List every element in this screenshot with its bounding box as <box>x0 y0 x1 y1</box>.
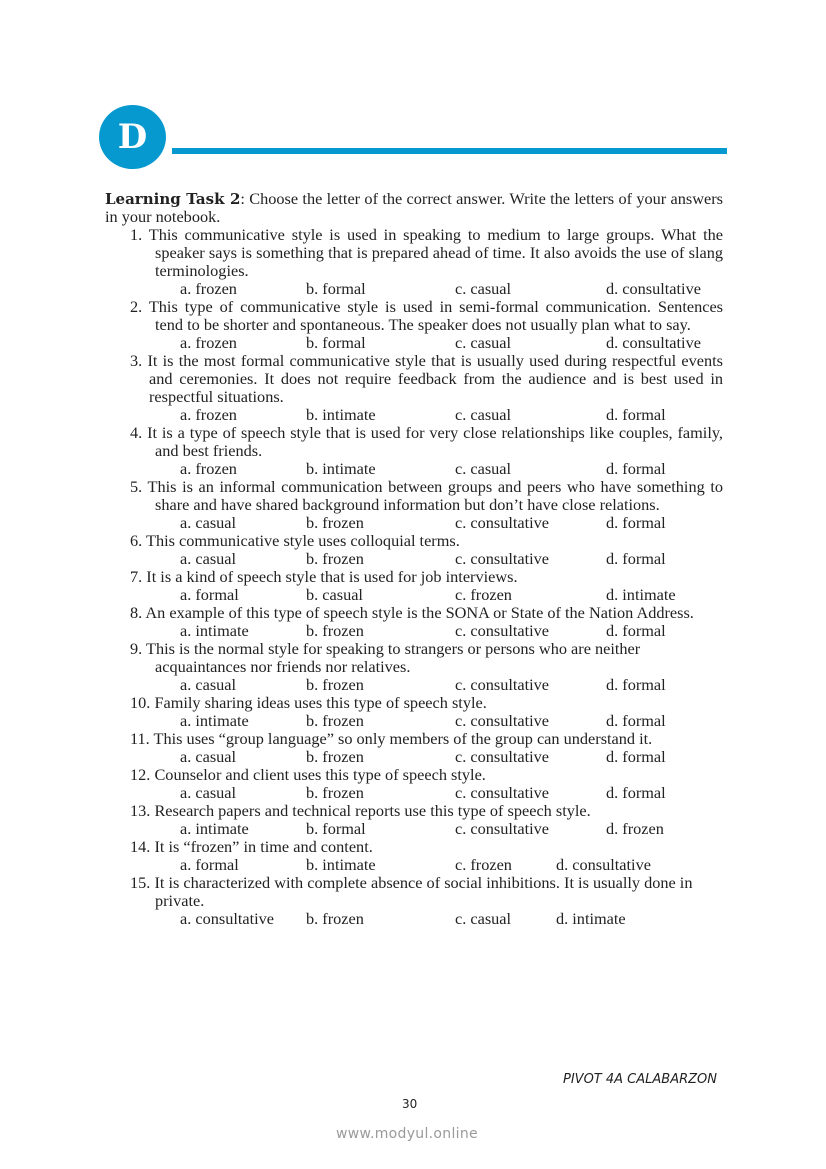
answer-option: c. consultative <box>455 747 550 766</box>
answer-options <box>105 460 723 478</box>
answer-option: c. consultative <box>455 513 550 532</box>
question-text: This communicative style is used in speaking to medium to large groups. What the speaker says is something that is prepared ahead of time. It also avoids the use of slang terminologies. <box>148 225 723 280</box>
question-number: 8. <box>130 603 143 622</box>
answer-option: d. intimate <box>556 909 626 928</box>
answer-option: b. frozen <box>306 513 364 532</box>
question-item <box>105 298 723 352</box>
question-stem <box>105 766 723 784</box>
answer-option: b. formal <box>306 333 366 352</box>
question-number: 13. <box>130 801 151 820</box>
section-divider <box>172 148 727 154</box>
answer-option: b. casual <box>306 585 363 604</box>
question-item <box>105 604 723 640</box>
answer-option: d. formal <box>606 783 666 802</box>
question-item <box>105 532 723 568</box>
answer-option: d. formal <box>606 405 666 424</box>
answer-option: c. consultative <box>455 711 550 730</box>
answer-option: a. frozen <box>180 279 237 298</box>
answer-option: c. consultative <box>455 549 550 568</box>
footer-source: PIVOT 4A CALABARZON <box>563 1072 717 1087</box>
answer-option: a. formal <box>180 585 239 604</box>
answer-option: c. casual <box>455 279 512 298</box>
question-item <box>105 424 723 478</box>
answer-options <box>105 820 723 838</box>
answer-options <box>105 748 723 766</box>
answer-option: d. consultative <box>606 279 701 298</box>
question-text: It is a kind of speech style that is used for job interviews. <box>146 567 518 586</box>
question-number: 7. <box>130 567 143 586</box>
question-text: This is the normal style for speaking to strangers or persons who are neither acquaintances nor friends nor relatives. <box>146 639 641 676</box>
question-text: Counselor and client uses this type of speech style. <box>154 765 486 784</box>
question-text: Family sharing ideas uses this type of speech style. <box>154 693 487 712</box>
question-item <box>105 838 723 874</box>
question-stem <box>105 478 723 514</box>
answer-option: a. casual <box>180 747 237 766</box>
question-number: 15. <box>130 873 151 892</box>
question-item <box>105 766 723 802</box>
answer-option: c. consultative <box>455 819 550 838</box>
watermark: www.modyul.online <box>336 1126 478 1142</box>
answer-option: d. formal <box>606 747 666 766</box>
answer-option: b. intimate <box>306 405 376 424</box>
section-letter: D <box>117 117 148 157</box>
question-text: It is characterized with complete absence of social inhibitions. It is usually done in private. <box>154 873 693 910</box>
answer-option: d. formal <box>606 459 666 478</box>
question-stem <box>105 424 723 460</box>
answer-option: b. formal <box>306 279 366 298</box>
answer-option: a. frozen <box>180 459 237 478</box>
question-number: 6. <box>130 531 143 550</box>
answer-option: d. formal <box>606 711 666 730</box>
answer-option: b. intimate <box>306 855 376 874</box>
question-item <box>105 568 723 604</box>
question-stem <box>105 532 723 550</box>
answer-option: c. consultative <box>455 621 550 640</box>
question-list <box>105 226 723 928</box>
question-stem <box>105 838 723 856</box>
question-text: It is the most formal communicative style that is usually used during respectful events and ceremonies. It does not require feedback from the audience and is best used in respectful situations. <box>147 351 723 406</box>
page-number: 30 <box>402 1097 418 1111</box>
answer-options <box>105 514 723 532</box>
answer-option: a. casual <box>180 549 237 568</box>
question-text: This uses “group language” so only members of the group can understand it. <box>153 729 653 748</box>
answer-options <box>105 622 723 640</box>
answer-option: d. consultative <box>606 333 701 352</box>
answer-option: a. casual <box>180 783 237 802</box>
question-stem <box>105 226 723 280</box>
answer-option: b. frozen <box>306 747 364 766</box>
answer-option: a. intimate <box>180 819 249 838</box>
answer-option: d. formal <box>606 675 666 694</box>
answer-options <box>105 334 723 352</box>
question-number: 3. <box>130 351 143 370</box>
task-instructions <box>105 190 723 226</box>
answer-option: d. formal <box>606 549 666 568</box>
question-item <box>105 802 723 838</box>
question-number: 14. <box>130 837 151 856</box>
question-number: 5. <box>130 477 143 496</box>
question-stem <box>105 352 723 406</box>
question-item <box>105 352 723 424</box>
answer-option: a. casual <box>180 675 237 694</box>
answer-option: d. intimate <box>606 585 676 604</box>
answer-option: b. formal <box>306 819 366 838</box>
answer-option: d. formal <box>606 621 666 640</box>
question-item <box>105 640 723 694</box>
answer-option: b. frozen <box>306 675 364 694</box>
answer-option: c. frozen <box>455 585 512 604</box>
question-text: This is an informal communication between groups and peers who have something to share and have shared background information but don’t have close relations. <box>147 477 723 514</box>
question-number: 4. <box>130 423 143 442</box>
question-text: This communicative style uses colloquial terms. <box>146 531 460 550</box>
answer-option: b. frozen <box>306 621 364 640</box>
answer-options <box>105 550 723 568</box>
question-stem <box>105 640 723 676</box>
answer-options <box>105 784 723 802</box>
question-number: 11. <box>130 729 150 748</box>
answer-option: a. intimate <box>180 711 249 730</box>
answer-option: b. frozen <box>306 909 364 928</box>
answer-option: c. casual <box>455 405 512 424</box>
question-number: 10. <box>130 693 151 712</box>
question-stem <box>105 298 723 334</box>
task-instruction-text: : Choose the letter of the correct answer. Write the letters of your answers in your notebook. <box>105 189 723 226</box>
question-stem <box>105 730 723 748</box>
question-number: 2. <box>130 297 143 316</box>
section-letter-badge <box>99 105 166 169</box>
question-number: 12. <box>130 765 151 784</box>
answer-option: a. intimate <box>180 621 249 640</box>
question-item <box>105 874 723 928</box>
question-text: This type of communicative style is used in semi-formal communication. Sentences tend to be shorter and spontaneous. The speaker does not usually plan what to say. <box>148 297 724 334</box>
answer-option: b. frozen <box>306 549 364 568</box>
answer-option: c. casual <box>455 909 512 928</box>
answer-option: c. frozen <box>455 855 512 874</box>
task-title: Learning Task 2 <box>105 190 241 208</box>
answer-option: a. frozen <box>180 333 237 352</box>
answer-option: d. frozen <box>606 819 664 838</box>
answer-option: c. consultative <box>455 783 550 802</box>
answer-option: d. consultative <box>556 855 651 874</box>
answer-options <box>105 676 723 694</box>
answer-option: a. formal <box>180 855 239 874</box>
question-number: 1. <box>130 225 143 244</box>
question-stem <box>105 802 723 820</box>
question-stem <box>105 568 723 586</box>
question-item <box>105 478 723 532</box>
question-text: It is a type of speech style that is used for very close relationships like couples, family, and best friends. <box>147 423 723 460</box>
question-text: An example of this type of speech style is the SONA or State of the Nation Address. <box>145 603 694 622</box>
answer-option: b. frozen <box>306 711 364 730</box>
answer-options <box>105 856 723 874</box>
answer-option: d. formal <box>606 513 666 532</box>
question-item <box>105 730 723 766</box>
question-text: It is “frozen” in time and content. <box>154 837 373 856</box>
answer-option: b. frozen <box>306 783 364 802</box>
question-text: Research papers and technical reports use this type of speech style. <box>154 801 591 820</box>
answer-option: c. casual <box>455 333 512 352</box>
answer-option: c. casual <box>455 459 512 478</box>
answer-options <box>105 586 723 604</box>
answer-options <box>105 712 723 730</box>
question-stem <box>105 604 723 622</box>
answer-options <box>105 280 723 298</box>
answer-options <box>105 910 723 928</box>
question-stem <box>105 694 723 712</box>
question-number: 9. <box>130 639 143 658</box>
answer-option: a. consultative <box>180 909 275 928</box>
question-stem <box>105 874 723 910</box>
answer-option: b. intimate <box>306 459 376 478</box>
answer-option: c. consultative <box>455 675 550 694</box>
learning-task <box>105 190 723 928</box>
question-item <box>105 694 723 730</box>
answer-option: a. casual <box>180 513 237 532</box>
question-item <box>105 226 723 298</box>
answer-option: a. frozen <box>180 405 237 424</box>
answer-options <box>105 406 723 424</box>
